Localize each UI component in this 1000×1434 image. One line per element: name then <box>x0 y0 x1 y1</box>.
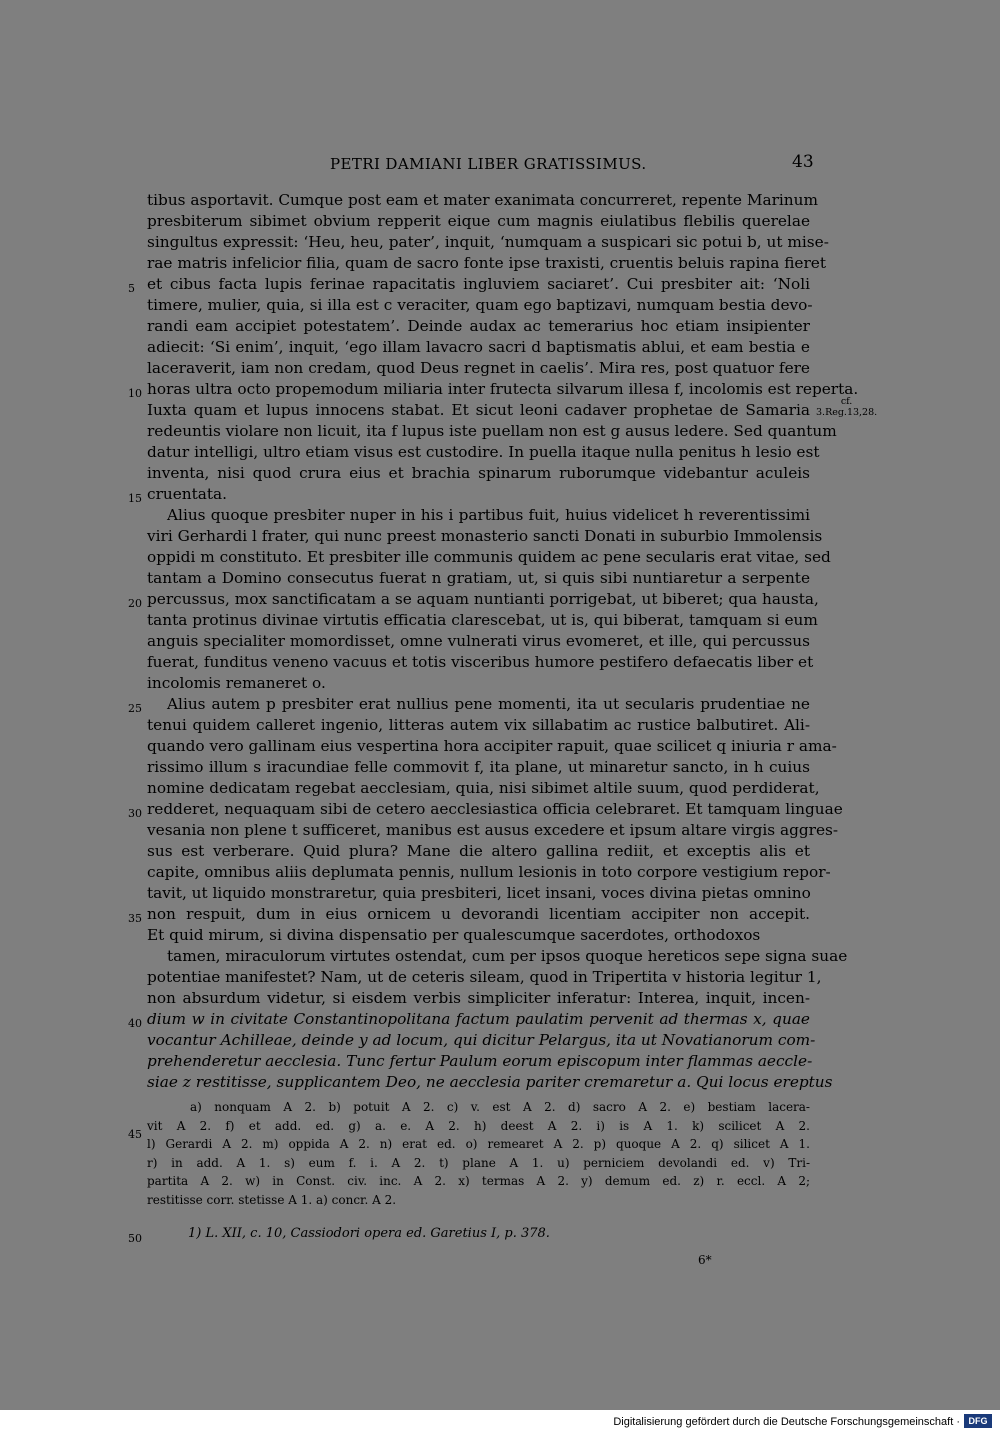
text-line: non respuit, dum in eius ornicem u devorandi licentiam accipiter non accepit. <box>147 905 810 923</box>
text-line: rae matris infelicior filia, quam de sacro fonte ipse traxisti, cruentis beluis rapina fieret <box>147 254 826 272</box>
text-line: tavit, ut liquido monstraretur, quia presbiteri, licet insani, voces divina pietas omnino <box>147 884 811 902</box>
text-line: inventa, nisi quod crura eius et brachia spinarum ruborumque videbantur aculeis <box>147 464 810 482</box>
footnote-line: r) in add. A 1. s) eum f. i. A 2. t) plane A 1. u) perniciem devolandi ed. v) Tri- <box>147 1155 810 1170</box>
text-line: tantam a Domino consecutus fuerat n gratiam, ut, si quis sibi nuntiaretur a serpente <box>147 569 810 587</box>
text-line: redeuntis violare non licuit, ita f lupus iste puellam non est g ausus ledere. Sed quantum <box>147 422 837 440</box>
line-number: 30 <box>128 807 142 820</box>
text-line: anguis specialiter momordisset, omne vulnerati virus evomeret, et ille, qui percussus <box>147 632 810 650</box>
text-line: tamen, miraculorum virtutes ostendat, cum per ipsos quoque hereticos sepe signa suae <box>167 947 848 965</box>
line-number: 40 <box>128 1017 142 1030</box>
text-line: datur intelligi, ultro etiam visus est custodire. In puella itaque nulla penitus h lesio est <box>147 443 820 461</box>
line-number: 25 <box>128 702 142 715</box>
text-line: redderet, nequaquam sibi de cetero aecclesiastica officia celebraret. Et tamquam linguae <box>147 800 843 818</box>
text-line: vocantur Achilleae, deinde y ad locum, qui dicitur Pelargus, ita ut Novatianorum com- <box>147 1031 816 1049</box>
text-line: laceraverit, iam non credam, quod Deus regnet in caelis’. Mira res, post quatuor fere <box>147 359 810 377</box>
signature-mark: 6* <box>698 1253 712 1267</box>
line-number: 50 <box>128 1232 142 1245</box>
line-number: 5 <box>128 282 135 295</box>
source-note: 1) L. XII, c. 10, Cassiodori opera ed. Garetius I, p. 378. <box>188 1226 550 1241</box>
text-line: quando vero gallinam eius vespertina hora accipiter rapuit, quae scilicet q iniuria r ama- <box>147 737 837 755</box>
text-line: adiecit: ‘Si enim’, inquit, ‘ego illam lavacro sacri d baptismatis ablui, et eam bestia e <box>147 338 810 356</box>
text-line: Alius autem p presbiter erat nullius pene momenti, ita ut secularis prudentiae ne <box>167 695 810 713</box>
line-number: 10 <box>128 387 142 400</box>
text-line: vesania non plene t sufficeret, manibus est ausus excedere et ipsum altare virgis aggres- <box>147 821 839 839</box>
text-line: potentiae manifestet? Nam, ut de ceteris sileam, quod in Tripertita v historia legitur 1, <box>147 968 822 986</box>
text-line: siae z restitisse, supplicantem Deo, ne aecclesia pariter cremaretur a. Qui locus ereptus <box>147 1073 833 1091</box>
text-line: Et quid mirum, si divina dispensatio per qualescumque sacerdotes, orthodoxos <box>147 926 761 944</box>
text-line: nomine dedicatam regebat aecclesiam, quia, nisi sibimet altile suum, quod perdiderat, <box>147 779 820 797</box>
text-line: tenui quidem calleret ingenio, litteras autem vix sillabatim ac rustice balbutiret. Ali- <box>147 716 810 734</box>
text-line: presbiterum sibimet obvium repperit eique cum magnis eiulatibus flebilis querelae <box>147 212 810 230</box>
footnote-line: a) nonquam A 2. b) potuit A 2. c) v. est A 2. d) sacro A 2. e) bestiam lacera- <box>190 1100 810 1114</box>
text-line: capite, omnibus aliis deplumata pennis, nullum lesionis in toto corpore vestigium repor- <box>147 863 831 881</box>
footnote-line: restitisse corr. stetisse A 1. a) concr. A 2. <box>147 1192 397 1207</box>
text-line: fuerat, funditus veneno vacuus et totis visceribus humore pestifero defaecatis liber et <box>147 653 814 671</box>
dfg-logo: DFG <box>964 1414 992 1428</box>
text-line: tibus asportavit. Cumque post eam et mater exanimata concurreret, repente Marinum <box>147 191 819 209</box>
text-line: et cibus facta lupis ferinae rapacitatis ingluviem saciaret’. Cui presbiter ait: ‘Noli <box>147 275 810 293</box>
line-number: 45 <box>128 1128 142 1141</box>
page-number: 43 <box>792 152 814 172</box>
text-line: timere, mulier, quia, si illa est c veraciter, quam ego baptizavi, numquam bestia devo- <box>147 296 813 314</box>
text-line: Iuxta quam et lupus innocens stabat. Et sicut leoni cadaver prophetae de Samaria <box>147 401 810 419</box>
footnote-line: vit A 2. f) et add. ed. g) a. e. A 2. h) deest A 2. i) is A 1. k) scilicet A 2. <box>147 1118 810 1133</box>
running-header: PETRI DAMIANI LIBER GRATISSIMUS. <box>330 155 647 173</box>
text-line: percussus, mox sanctificatam a se aquam nuntianti porrigebat, ut biberet; qua hausta, <box>147 590 819 608</box>
text-line: rissimo illum s iracundiae felle commovit f, ita plane, ut minaretur sancto, in h cuius <box>147 758 810 776</box>
text-line: prehenderetur aecclesia. Tunc fertur Paulum eorum episcopum inter flammas aeccle- <box>147 1052 813 1070</box>
line-number: 35 <box>128 912 142 925</box>
margin-note: cf. 3.Reg.13,28. <box>816 396 878 418</box>
text-line: cruentata. <box>147 485 228 503</box>
text-line: oppidi m constituto. Et presbiter ille communis quidem ac pene secularis erat vitae, sed <box>147 548 831 566</box>
text-line: singultus expressit: ‘Heu, heu, pater’, inquit, ‘numquam a suspicari sic potui b, ut mise- <box>147 233 829 251</box>
text-line: non absurdum videtur, si eisdem verbis simpliciter inferatur: Interea, inquit, incen- <box>147 989 810 1007</box>
text-line: randi eam accipiet potestatem’. Deinde audax ac temerarius hoc etiam insipienter <box>147 317 810 335</box>
footer-text: Digitalisierung gefördert durch die Deutsche Forschungsgemeinschaft · <box>613 1416 960 1428</box>
text-line: incolomis remaneret o. <box>147 674 326 692</box>
text-line: tanta protinus divinae virtutis efficatia clarescebat, ut is, qui biberat, tamquam si eum <box>147 611 818 629</box>
footnote-line: partita A 2. w) in Const. civ. inc. A 2. x) termas A 2. y) demum ed. z) r. eccl. A 2; <box>147 1174 810 1188</box>
footnote-line: l) Gerardi A 2. m) oppida A 2. n) erat ed. o) remearet A 2. p) quoque A 2. q) silicet A 1. <box>147 1137 810 1151</box>
text-line: sus est verberare. Quid plura? Mane die altero gallina rediit, et exceptis alis et <box>147 842 810 860</box>
text-line: Alius quoque presbiter nuper in his i partibus fuit, huius videlicet h reverentissimi <box>167 506 810 524</box>
text-line: horas ultra octo propemodum miliaria inter frutecta silvarum illesa f, incolomis est reperta. <box>147 380 859 398</box>
text-line: dium w in civitate Constantinopolitana factum paulatim pervenit ad thermas x, quae <box>147 1010 810 1028</box>
text-line: viri Gerhardi l frater, qui nunc preest monasterio sancti Donati in suburbio Immolensis <box>147 527 823 545</box>
line-number: 15 <box>128 492 142 505</box>
line-number: 20 <box>128 597 142 610</box>
